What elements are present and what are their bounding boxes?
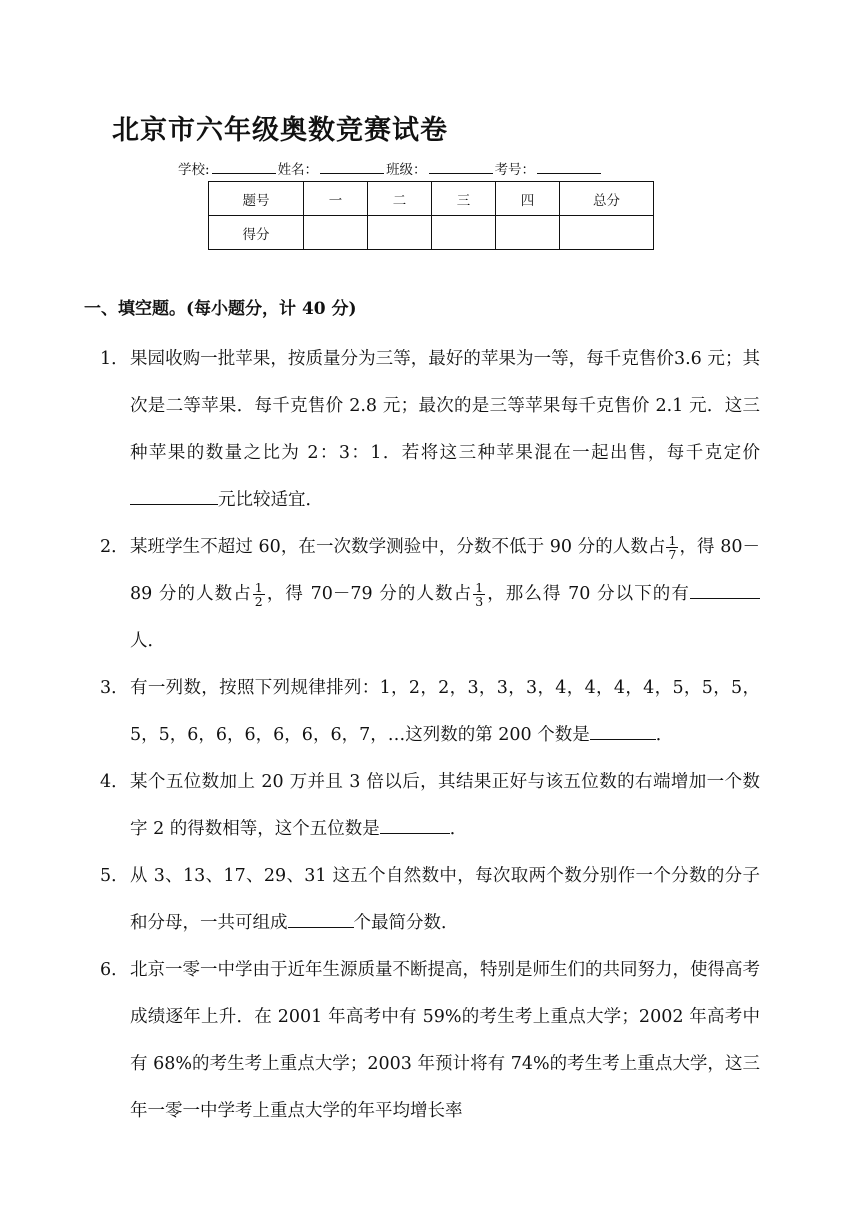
- score-header-cell: 题号: [209, 182, 304, 216]
- problem-text: ．: [655, 725, 674, 745]
- answer-blank[interactable]: [590, 719, 656, 740]
- school-field[interactable]: [212, 159, 276, 174]
- problem-number: 3．: [100, 678, 129, 698]
- id-field[interactable]: [537, 159, 601, 174]
- problem-text: ，得 80－89 分的人数占: [130, 537, 760, 604]
- page-title: 北京市六年级奥数竞赛试卷: [112, 115, 448, 146]
- problem-text: 元比较适宜．: [218, 490, 323, 510]
- problem-4: [100, 759, 760, 853]
- name-field[interactable]: [320, 159, 384, 174]
- problem-6: [100, 947, 760, 1135]
- answer-blank[interactable]: [690, 578, 760, 599]
- problem-text: ，得 70－79 分的人数占: [265, 584, 473, 604]
- fraction: $\frac{1}{3}$: [475, 580, 484, 609]
- score-cell[interactable]: [496, 216, 560, 250]
- score-header-cell: 四: [496, 182, 560, 216]
- problem-text: 某班学生不超过 60，在一次数学测验中，分数不低于 90 分的人数占: [130, 537, 666, 557]
- problem-2: [100, 524, 760, 665]
- problem-text: 某个五位数加上 20 万并且 3 倍以后，其结果正好与该五位数的右端增加一个数字 2 的得数相等，这个五位数是: [130, 772, 760, 839]
- problem-number: 1．: [100, 349, 129, 369]
- score-header-cell: 二: [368, 182, 432, 216]
- problem-text: 北京一零一中学由于近年生源质量不断提高，特别是师生们的共同努力，使得高考成绩逐年上升．在 2001 年高考中有 59%的考生考上重点大学；2002 年高考中有 68%的考生考上重点大学；2003 年预计将有 74%的考生考上重点大学，这三年一零一中学考上重点大学的年平均增长率: [130, 960, 760, 1121]
- problem-text: 果园收购一批苹果，按质量分为三等，最好的苹果为一等，每千克售价3.6 元；其次是二等苹果．每千克售价 2.8 元；最次的是三等苹果每千克售价 2.1 元．这三种苹果的数量之比为 2：3：1．若将这三种苹果混在一起出售，每千克定价: [130, 349, 760, 463]
- problem-number: 2．: [100, 537, 129, 557]
- problem-1: [100, 336, 760, 524]
- problem-3: [100, 665, 760, 759]
- score-header-cell: 三: [432, 182, 496, 216]
- score-cell[interactable]: [432, 216, 496, 250]
- problem-text: 个最简分数．: [353, 913, 459, 933]
- score-header-cell: 一: [304, 182, 368, 216]
- class-field[interactable]: [429, 159, 493, 174]
- school-label: 学校:: [178, 162, 210, 178]
- problem-list: [100, 336, 760, 1135]
- answer-blank[interactable]: [380, 813, 450, 834]
- score-cell[interactable]: [560, 216, 654, 250]
- name-label: 姓名：: [277, 162, 319, 178]
- answer-blank[interactable]: [288, 907, 354, 928]
- student-info-line: [178, 158, 603, 178]
- score-table-header-row: [209, 182, 654, 216]
- class-label: 班级：: [386, 162, 427, 178]
- score-table-score-row: [209, 216, 654, 250]
- problem-number: 4．: [100, 772, 129, 792]
- score-table: [208, 181, 654, 250]
- score-row-label: 得分: [209, 216, 304, 250]
- score-cell[interactable]: [368, 216, 432, 250]
- problem-number: 5．: [100, 866, 129, 886]
- answer-blank[interactable]: [130, 484, 218, 505]
- problem-text: 从 3、13、17、29、31 这五个自然数中，每次取两个数分别作一个分数的分子和分母，一共可组成: [130, 866, 760, 933]
- score-cell[interactable]: [304, 216, 368, 250]
- fraction: $\frac{1}{7}$: [668, 533, 677, 562]
- id-label: 考号：: [494, 162, 536, 178]
- score-header-cell: 总分: [560, 182, 654, 216]
- section-title: 一、填空题。(每小题分，计 40 分): [84, 299, 357, 319]
- problem-text: 人．: [130, 631, 165, 651]
- problem-text: 有一列数，按照下列规律排列：1，2，2，3，3，3，4，4，4，4，5，5，5，5，5，6，6，6，6，6，6，7，…这列数的第 200 个数是: [130, 678, 760, 745]
- problem-5: [100, 853, 760, 947]
- problem-text: ，那么得 70 分以下的有: [486, 584, 690, 604]
- fraction: $\frac{1}{2}$: [254, 580, 263, 609]
- problem-text: ．: [449, 819, 468, 839]
- problem-number: 6．: [100, 960, 129, 980]
